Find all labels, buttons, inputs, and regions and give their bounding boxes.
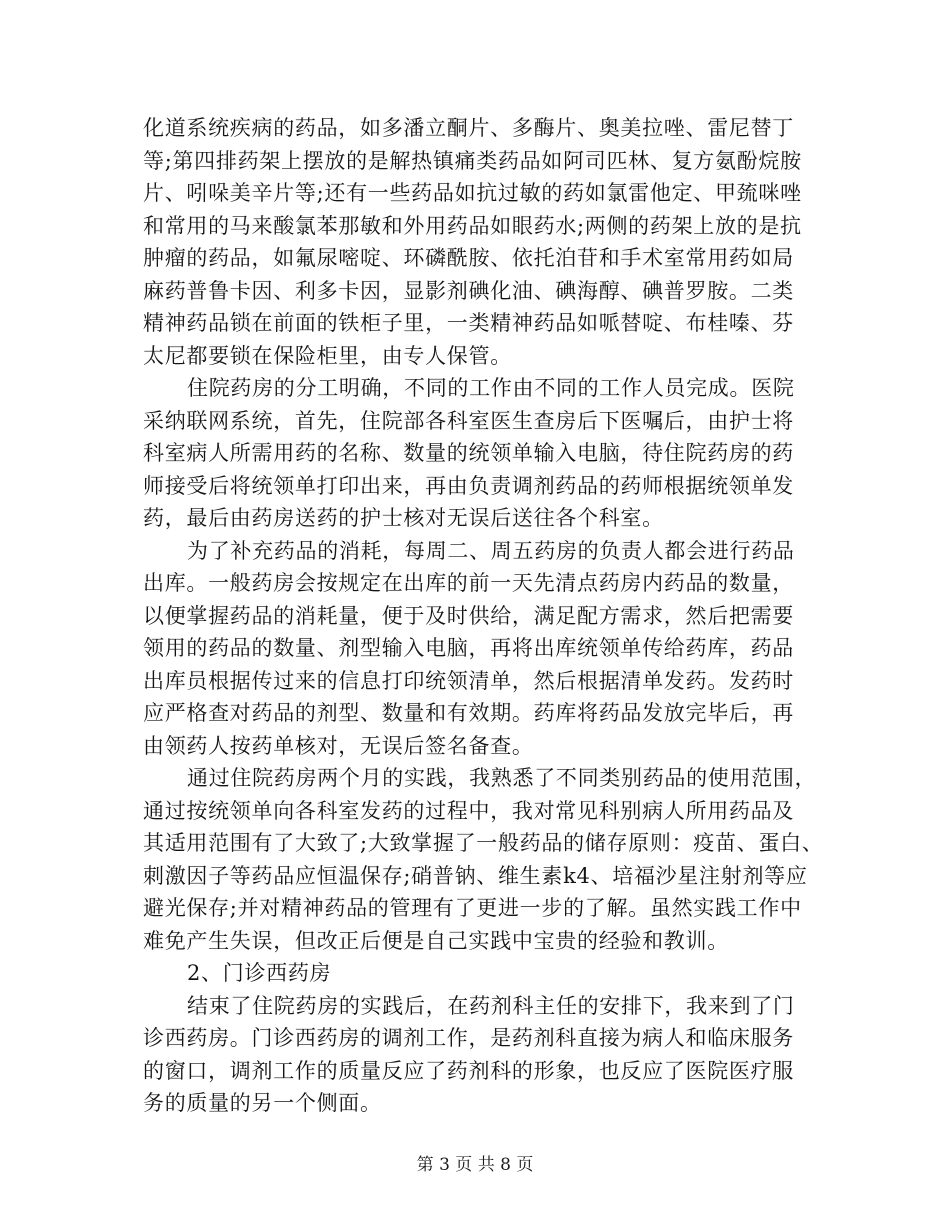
text-line: 的窗口，调剂工作的质量反应了药剂科的形象，也反应了医院医疗服: [143, 1058, 794, 1083]
text-line: 通过按统领单向各科室发药的过程中，我对常见科别病人所用药品及: [143, 798, 794, 823]
text-line: 通过住院药房两个月的实践，我熟悉了不同类别药品的使用范围，: [187, 766, 817, 790]
text-line: 应严格查对药品的剂型、数量和有效期。药库将药品发放完毕后，再: [143, 701, 794, 725]
page-footer: [0, 1152, 950, 1178]
text-line: 诊西药房。门诊西药房的调剂工作，是药剂科直接为病人和临床服务: [143, 1026, 794, 1050]
body-text: [143, 112, 863, 1120]
page-number-indicator: 第 3 页 共 8 页: [416, 1155, 534, 1175]
text-line: 片、吲哚美辛片等;还有一些药品如抗过敏的药如氯雷他定、甲巯咪唑: [143, 181, 802, 205]
text-line: 住院药房的分工明确，不同的工作由不同的工作人员完成。医院: [187, 376, 795, 400]
paragraph: [143, 990, 863, 1120]
text-line: 领用的药品的数量、剂型输入电脑，再将出库统领单传给药库，药品: [143, 636, 794, 660]
paragraph: [143, 762, 863, 957]
text-line: 科室病人所需用药的名称、数量的统领单输入电脑，待住院药房的药: [143, 441, 794, 465]
text-line: 麻药普鲁卡因、利多卡因，显影剂碘化油、碘海醇、碘普罗胺。二类: [143, 278, 794, 303]
text-line: 肿瘤的药品，如氟尿嘧啶、环磷酰胺、依托泊苷和手术室常用药如局: [143, 246, 794, 270]
text-line: 药，最后由药房送药的护士核对无误后送往各个科室。: [143, 506, 664, 530]
text-line: 为了补充药品的消耗，每周二、周五药房的负责人都会进行药品: [187, 538, 795, 563]
paragraph: [143, 372, 863, 535]
text-line: 采纳联网系统，首先，住院部各科室医生查房后下医嘱后，由护士将: [143, 408, 794, 433]
text-line: 等;第四排药架上摆放的是解热镇痛类药品如阿司匹林、复方氨酚烷胺: [143, 148, 802, 173]
text-line: 其适用范围有了大致了;大致掌握了一般药品的储存原则：疫苗、蛋白、: [143, 831, 824, 855]
text-line: 避光保存;并对精神药品的管理有了更进一步的了解。虽然实践工作中: [143, 896, 802, 920]
text-line: 难免产生失误，但改正后便是自己实践中宝贵的经验和教训。: [143, 928, 729, 953]
text-line: 出库。一般药房会按规定在出库的前一天先清点药房内药品的数量，: [143, 571, 794, 595]
text-line: 师接受后将统领单打印出来，再由负责调剂药品的药师根据统领单发: [143, 473, 794, 498]
text-line: 出库员根据传过来的信息打印统领清单，然后根据清单发药。发药时: [143, 668, 794, 693]
text-line: 由领药人按药单核对，无误后签名备查。: [143, 733, 534, 758]
text-line: 务的质量的另一个侧面。: [143, 1091, 382, 1115]
text-line: 太尼都要锁在保险柜里，由专人保管。: [143, 343, 512, 368]
text-line: 结束了住院药房的实践后，在药剂科主任的安排下，我来到了门: [187, 993, 795, 1018]
section-heading: 2、门诊西药房: [187, 961, 332, 985]
text-line: 以便掌握药品的消耗量，便于及时供给，满足配方需求，然后把需要: [143, 603, 794, 628]
text-line: 刺激因子等药品应恒温保存;硝普钠、维生素k4、培福沙星注射剂等应: [143, 863, 808, 888]
paragraph: [143, 535, 863, 763]
text-line: 精神药品锁在前面的铁柜子里，一类精神药品如哌替啶、布桂嗪、芬: [143, 311, 794, 335]
continued-paragraph: [143, 112, 863, 372]
text-line: 化道系统疾病的药品，如多潘立酮片、多酶片、奥美拉唑、雷尼替丁: [143, 116, 794, 140]
text-line: 和常用的马来酸氯苯那敏和外用药品如眼药水;两侧的药架上放的是抗: [143, 213, 802, 238]
